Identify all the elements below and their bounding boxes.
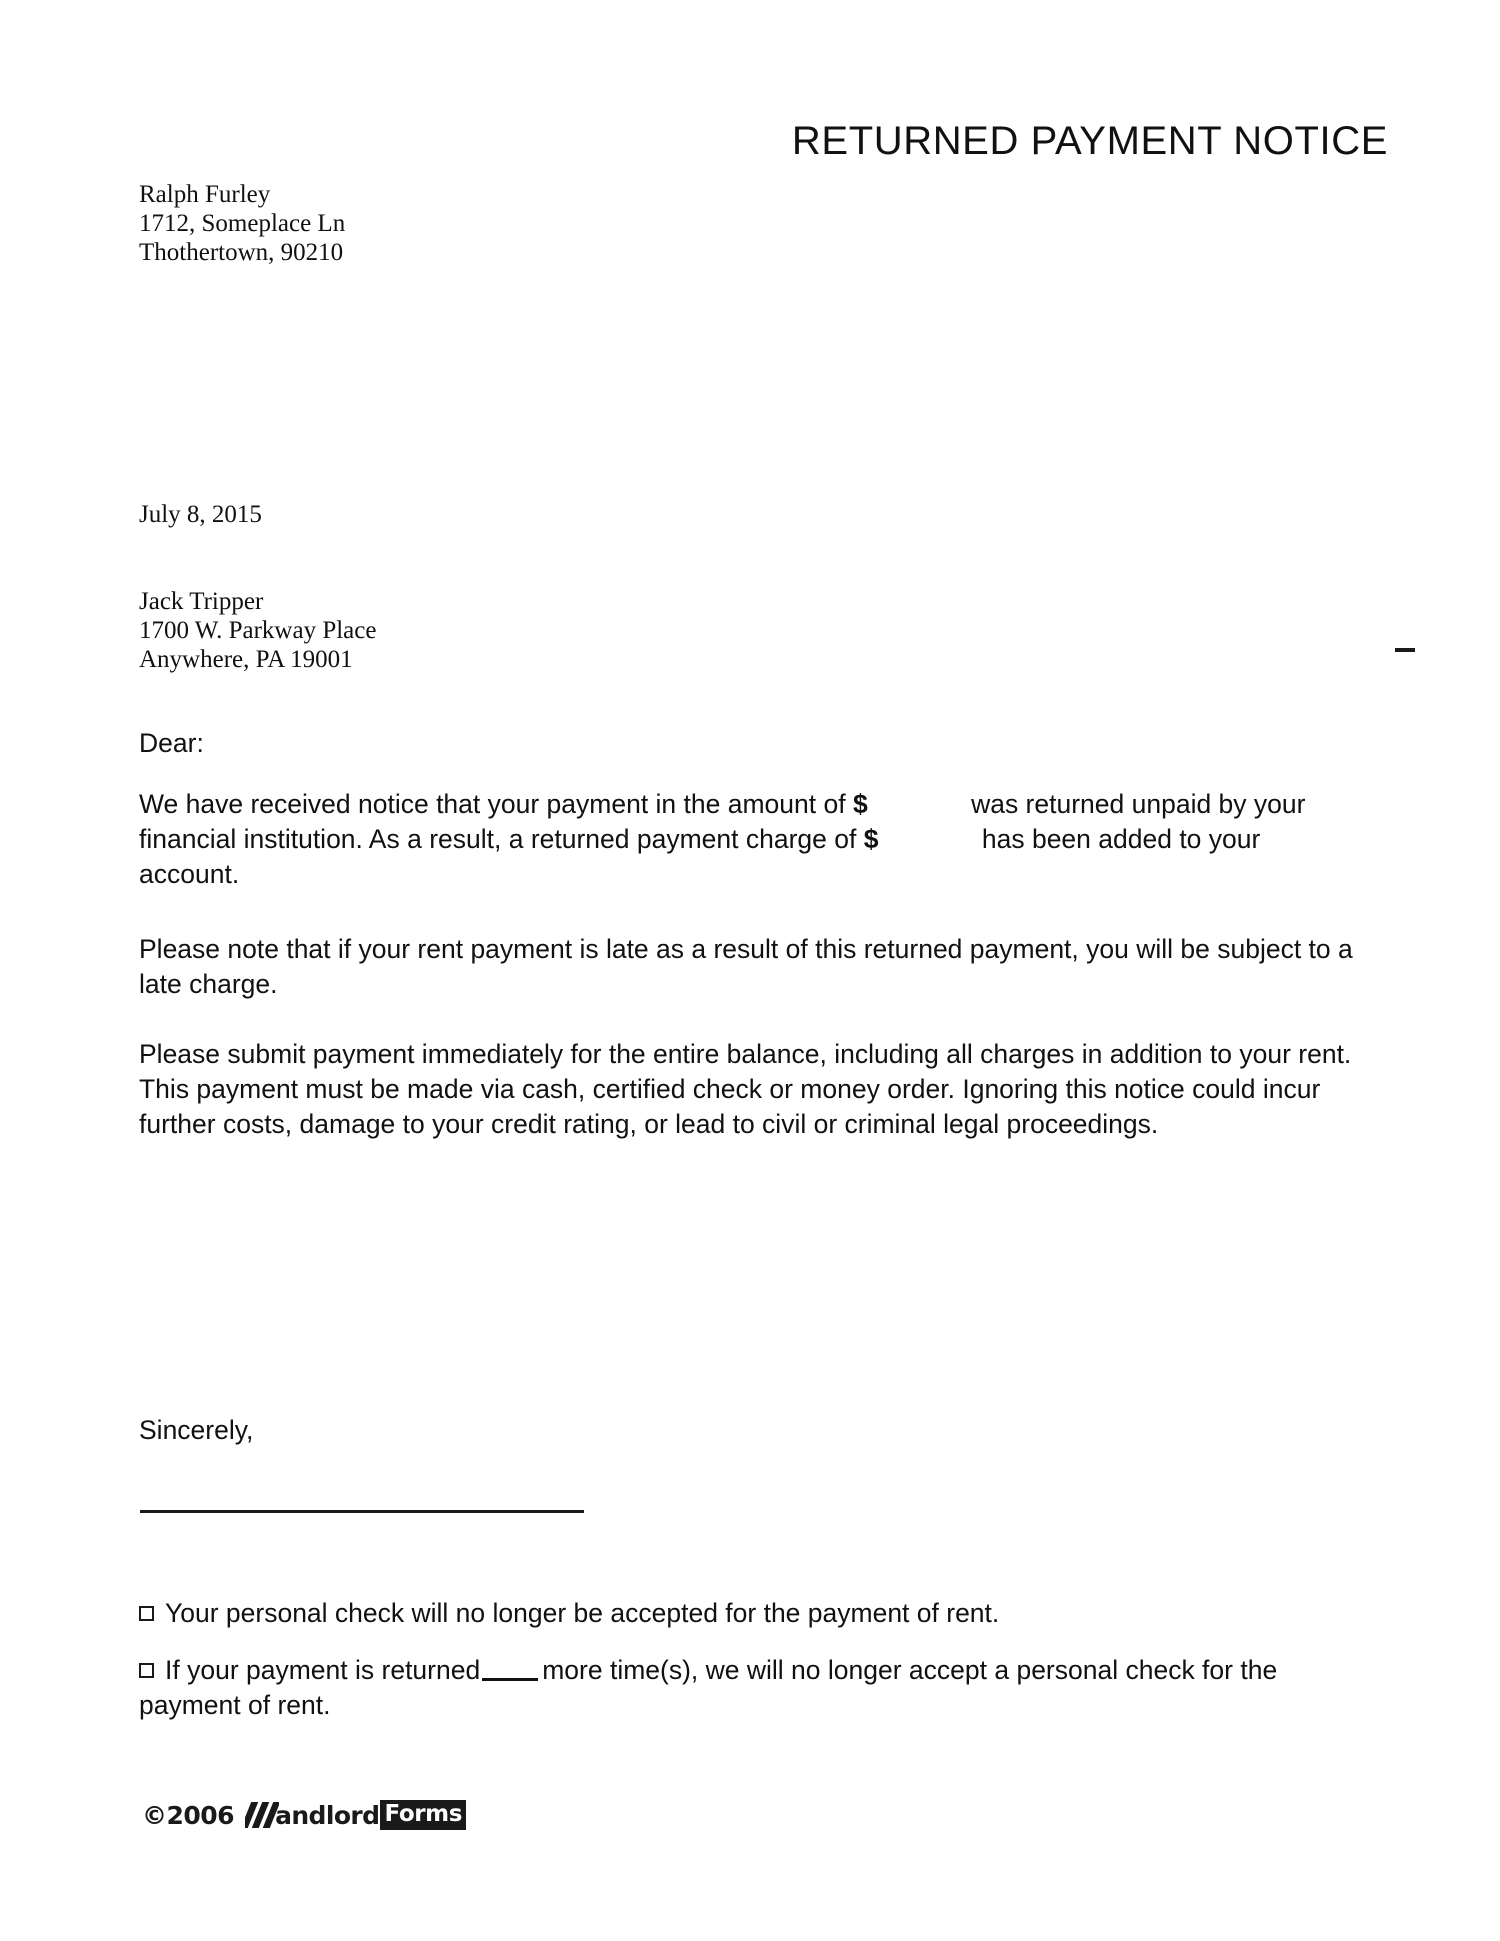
sender-street: 1712, Someplace Ln	[139, 210, 346, 237]
option-row-2[interactable]	[139, 1653, 1364, 1723]
sender-city-state-zip: Thothertown, 90210	[139, 239, 344, 266]
footer-brand-logo	[142, 1798, 466, 1832]
option-2-label-after: more time(s), we will no longer accept a personal check for the payment of rent.	[139, 1655, 1278, 1720]
brand-name-primary: andlord	[275, 1800, 380, 1830]
page-title: RETURNED PAYMENT NOTICE	[791, 118, 1388, 163]
copyright-text: ©2006	[142, 1800, 235, 1830]
recipient-city-state-zip: Anywhere, PA 19001	[139, 646, 353, 673]
brand-name-secondary: Forms	[380, 1800, 466, 1830]
returned-count-blank[interactable]	[482, 1678, 538, 1681]
body-paragraph-2: Please note that if your rent payment is late as a result of this returned payment, you will be subject to a late charge.	[139, 934, 1353, 999]
checkbox-icon[interactable]	[139, 1606, 154, 1621]
body-paragraph-1	[139, 787, 1354, 892]
margin-dash-mark	[1395, 648, 1415, 652]
paragraph-1-segment-2: was returned unpaid by your financial institution. As a result, a returned payment charge of	[139, 789, 1306, 854]
option-1-label: Your personal check will no longer be accepted for the payment of rent.	[165, 1598, 1000, 1628]
logo-slash-mark-icon	[245, 1802, 279, 1828]
salutation: Dear:	[139, 728, 204, 758]
dollar-sign-charge: $	[863, 824, 879, 854]
option-row-1[interactable]	[139, 1596, 1364, 1631]
closing-salutation: Sincerely,	[139, 1415, 254, 1445]
date-text: July 8, 2015	[139, 501, 262, 528]
recipient-address-block	[139, 587, 376, 674]
signature-line[interactable]	[140, 1510, 584, 1513]
letter-date	[139, 500, 262, 529]
paragraph-1-segment-3: has been added to your account.	[139, 824, 1261, 889]
paragraph-1-segment-1: We have received notice that your payment in the amount of	[139, 789, 853, 819]
dollar-sign-amount: $	[852, 789, 868, 819]
checkbox-icon[interactable]	[139, 1663, 154, 1678]
recipient-name: Jack Tripper	[139, 588, 264, 615]
option-2-label-before: If your payment is returned	[165, 1655, 481, 1685]
body-paragraph-3: Please submit payment immediately for the entire balance, including all charges in addition to your rent. This payment must be made via cash, certified check or money order. Ignoring this notice could incur further costs, damage to your credit rating, or lead to civil or criminal legal proceedings.	[139, 1039, 1352, 1139]
sender-address-block	[139, 180, 345, 267]
recipient-street: 1700 W. Parkway Place	[139, 617, 377, 644]
sender-name: Ralph Furley	[139, 181, 271, 208]
